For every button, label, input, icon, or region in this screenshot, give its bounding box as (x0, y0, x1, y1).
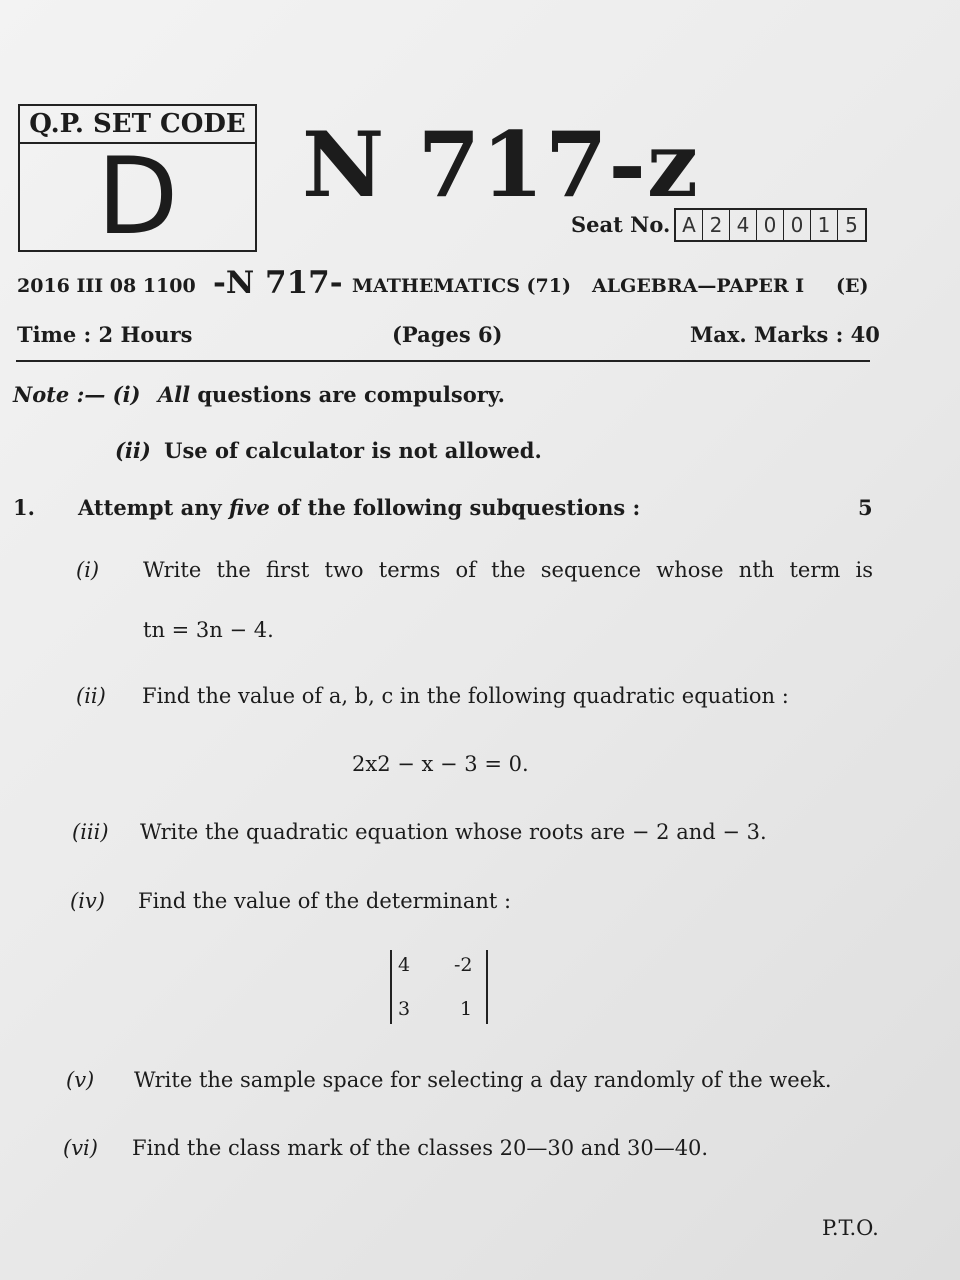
subquestion-number: (ii) (76, 684, 106, 708)
paper-name: ALGEBRA—PAPER I (592, 275, 805, 297)
exam-code-date: 2016 III 08 1100 (17, 275, 196, 297)
header-divider (16, 360, 870, 362)
question-text-emphasis: five (229, 495, 270, 520)
note-emphasis: All (157, 382, 191, 407)
subquestion-text: Find the value of the determinant : (138, 889, 512, 913)
subquestion-text: Write the first two terms of the sequence whose nth term is (143, 558, 873, 582)
qp-set-code-box (18, 104, 257, 258)
max-marks: Max. Marks : 40 (690, 322, 880, 347)
medium: (E) (836, 275, 869, 297)
note-item-2 (115, 438, 542, 463)
matrix-cell: -2 (454, 954, 473, 976)
subquestion-number: (v) (66, 1068, 95, 1092)
seat-number-cell: 5 (845, 213, 858, 237)
page-count: (Pages 6) (392, 322, 503, 347)
subquestion-text: Write the quadratic equation whose roots are − 2 and − 3. (140, 820, 767, 844)
seat-number-cell: 4 (730, 210, 757, 240)
subquestion-formula: 2x2 − x − 3 = 0. (352, 752, 529, 776)
matrix-cell: 3 (398, 998, 411, 1020)
note-label: Note :— (13, 382, 106, 407)
subquestion-text: Find the value of a, b, c in the following quadratic equation : (142, 684, 789, 708)
question-text-b: of the following subquestions : (277, 495, 641, 520)
note (13, 382, 505, 407)
question-text (78, 495, 640, 520)
paper-code-heading: N 717-z (302, 112, 699, 218)
note-item-text: Use of calculator is not allowed. (164, 438, 542, 463)
seat-number-cell: 2 (703, 210, 730, 240)
seat-number-cell: 0 (784, 210, 811, 240)
exam-time: Time : 2 Hours (17, 322, 193, 347)
qp-set-code-letter: D (96, 135, 179, 258)
subquestion-text: Find the class mark of the classes 20—30 and 30—40. (132, 1136, 709, 1160)
seat-number-boxes (674, 208, 867, 242)
qp-set-code-label: Q.P. SET CODE (20, 106, 255, 144)
question-text-a: Attempt any (78, 495, 222, 520)
subquestion-formula: tn = 3n − 4. (143, 618, 274, 642)
paper-code: -N 717- (213, 265, 343, 301)
subquestion-number: (iii) (72, 820, 109, 844)
seat-number-cell: A (676, 210, 703, 240)
subject-name: MATHEMATICS (71) (352, 275, 571, 297)
matrix-cell: 4 (398, 954, 411, 976)
question-marks: 5 (858, 495, 873, 520)
note-item-text: questions are compulsory. (197, 382, 505, 407)
subquestion-number: (i) (76, 558, 100, 582)
subquestion-number: (vi) (63, 1136, 98, 1160)
question-number: 1. (13, 495, 35, 520)
seat-number-cell: 0 (757, 210, 784, 240)
note-item-number: (ii) (115, 438, 151, 463)
seat-number-cell: 1 (811, 210, 838, 240)
seat-number-label: Seat No. (571, 212, 671, 237)
subquestion-number: (iv) (70, 889, 105, 913)
determinant-matrix (390, 950, 488, 1024)
subquestion-text: Write the sample space for selecting a day randomly of the week. (134, 1068, 832, 1092)
note-item-number: (i) (112, 382, 141, 407)
page-turn-note: P.T.O. (822, 1216, 879, 1240)
matrix-cell: 1 (460, 998, 473, 1020)
